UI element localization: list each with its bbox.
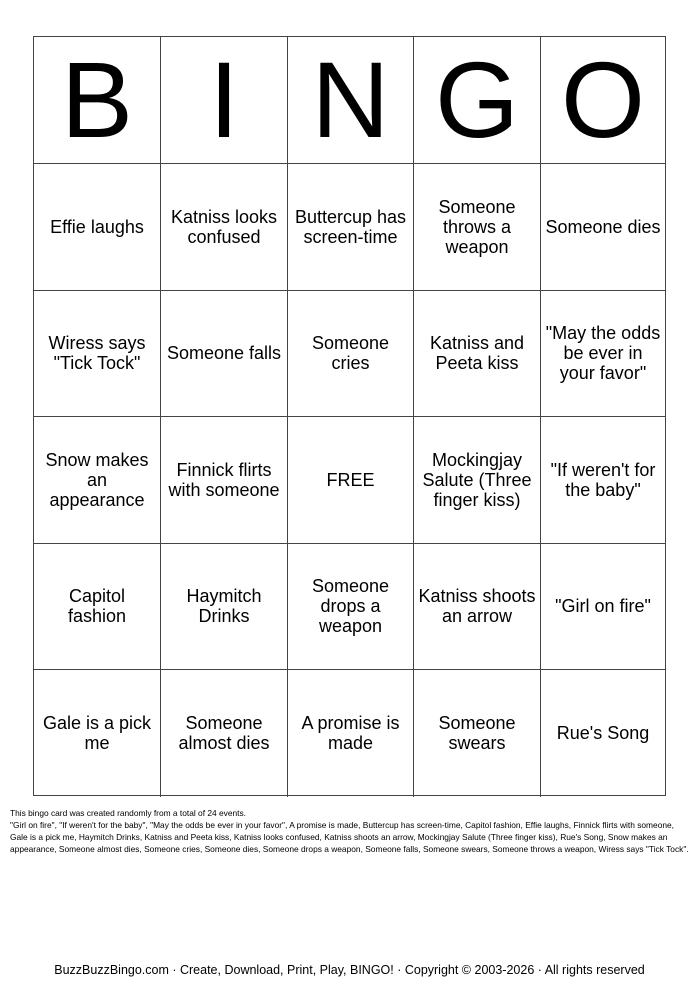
header-letter-g: G [414, 37, 541, 164]
bingo-cell: Someone cries [288, 291, 414, 418]
bingo-cell: Buttercup has screen-time [288, 164, 414, 291]
site-footer: BuzzBuzzBingo.com · Create, Download, Print, Play, BINGO! · Copyright © 2003-2026 · All rights reserved [54, 963, 645, 977]
bingo-card [33, 36, 666, 796]
bingo-cell: "If weren't for the baby" [541, 417, 665, 544]
bingo-cell: Someone falls [161, 291, 288, 418]
bingo-cell: Capitol fashion [34, 544, 161, 671]
header-letter-b: B [34, 37, 161, 164]
bingo-cell: Rue's Song [556, 723, 650, 744]
bingo-cell: Katniss looks confused [161, 164, 288, 291]
card-description-intro: This bingo card was created randomly from a total of 24 events. [10, 808, 247, 818]
bingo-cell: Finnick flirts with someone [161, 417, 288, 544]
bingo-cell: Haymitch Drinks [161, 544, 288, 671]
bingo-cell: Katniss and Peeta kiss [414, 291, 541, 418]
bingo-cell: Snow makes an appearance [34, 417, 161, 544]
card-description [10, 807, 690, 855]
header-letter-o: O [541, 37, 665, 164]
bingo-row-3 [34, 417, 665, 544]
header-letter-n: N [288, 37, 414, 164]
bingo-cell: Someone swears [414, 670, 541, 797]
bingo-header-row [34, 37, 665, 164]
card-event-list: "Girl on fire", "If weren't for the baby", "May the odds be ever in your favor", A promise is made, Buttercup has screen-time, Capitol fashion, Effie laughs, Finnick flirts with someone, Gale is a pick me, Haymitch Drinks, Katniss and Peeta kiss, Katniss looks confused, Katniss shoots an arrow, Mockingjay Salute (Three finger kiss), Rue's Song, Snow makes an appearance, Someone almost dies, Someone cries, Someone dies, Someone drops a weapon, Someone falls, Someone swears, Someone throws a weapon, Wiress says "Tick Tock". [10, 820, 689, 854]
bingo-cell: Effie laughs [34, 164, 161, 291]
bingo-row-4 [34, 544, 665, 671]
bingo-row-1 [34, 164, 665, 291]
bingo-cell: Wiress says "Tick Tock" [34, 291, 161, 418]
bingo-cell: Someone dies [541, 164, 665, 291]
free-space-cell: FREE [288, 417, 414, 544]
bingo-cell: Mockingjay Salute (Three finger kiss) [414, 417, 541, 544]
bingo-cell: Katniss shoots an arrow [414, 544, 541, 671]
bingo-row-5 [34, 670, 665, 797]
bingo-cell: Someone almost dies [161, 670, 288, 797]
bingo-cell: "May the odds be ever in your favor" [541, 291, 665, 418]
bingo-cell: "Girl on fire" [541, 544, 665, 671]
bingo-cell: Gale is a pick me [34, 670, 161, 797]
bingo-cell: Someone throws a weapon [414, 164, 541, 291]
bingo-cell: Someone drops a weapon [288, 544, 414, 671]
bingo-row-2 [34, 291, 665, 418]
header-letter-i: I [161, 37, 288, 164]
bingo-cell: A promise is made [288, 670, 414, 797]
